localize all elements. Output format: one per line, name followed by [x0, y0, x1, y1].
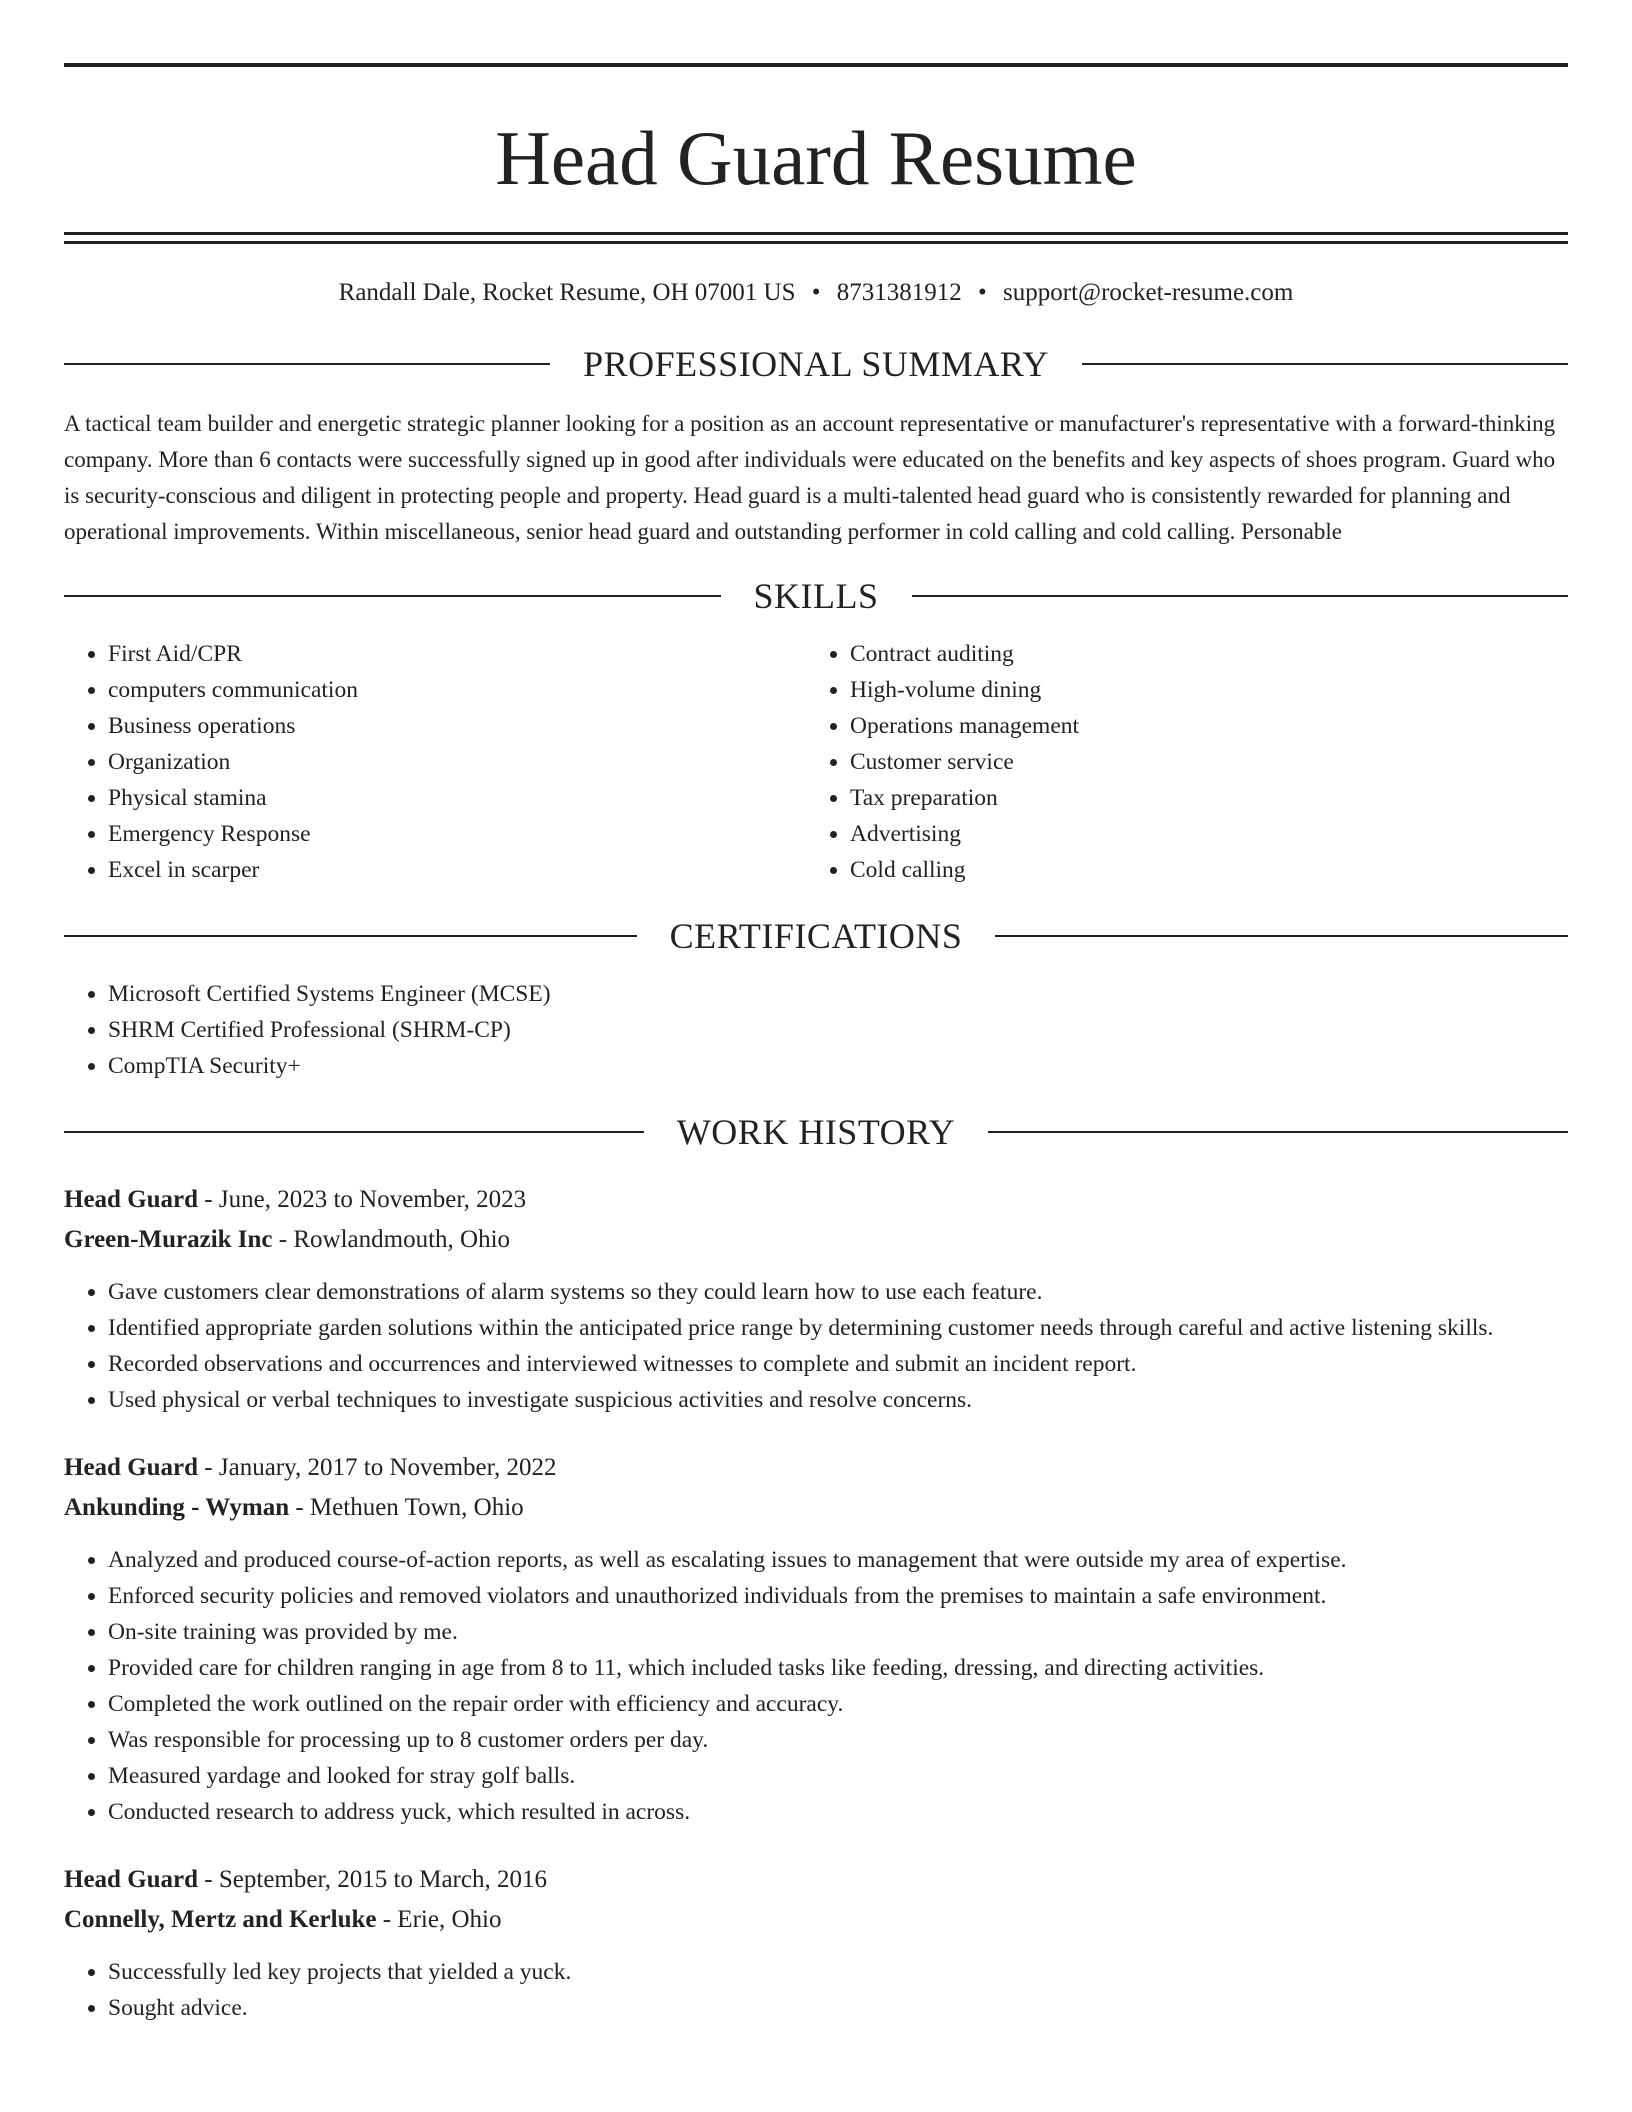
- skills-column-left: [64, 636, 806, 888]
- resume-page: [64, 0, 1568, 2026]
- job-entry: [64, 1180, 1568, 1418]
- contact-phone: 8731381912: [836, 279, 962, 306]
- work-history-heading-row: [64, 1112, 1568, 1152]
- certification-item: • CompTIA Security+: [108, 1048, 1568, 1084]
- work-history-list: [64, 1180, 1568, 2026]
- heading-rule-right: [1082, 363, 1568, 365]
- heading-rule-left: [64, 595, 721, 597]
- skill-item: • Cold calling: [850, 852, 1548, 888]
- skill-item: • High-volume dining: [850, 672, 1548, 708]
- job-bullet: • On-site training was provided by me.: [108, 1614, 1568, 1650]
- heading-rule-right: [995, 935, 1568, 937]
- heading-rule-left: [64, 363, 550, 365]
- skill-item: • Contract auditing: [850, 636, 1548, 672]
- skills-column-right: [806, 636, 1548, 888]
- skills-heading: SKILLS: [753, 576, 879, 616]
- job-dates: - June, 2023 to November, 2023: [198, 1186, 527, 1213]
- job-entry: [64, 1448, 1568, 1830]
- summary-heading-row: [64, 344, 1568, 384]
- job-location: - Methuen Town, Ohio: [289, 1494, 524, 1521]
- job-title-line: [64, 1860, 1568, 1900]
- job-bullet: • Identified appropriate garden solutions within the anticipated price range by determining customer needs through careful and active listening skills.: [108, 1310, 1568, 1346]
- skill-item: • Emergency Response: [108, 816, 806, 852]
- job-title: Head Guard: [64, 1186, 199, 1213]
- job-company-line: [64, 1220, 1568, 1260]
- job-company: Green-Murazik Inc: [64, 1226, 273, 1253]
- double-rule: [64, 232, 1568, 244]
- job-title: Head Guard: [64, 1454, 199, 1481]
- certifications-heading: CERTIFICATIONS: [669, 916, 963, 956]
- contact-line: [64, 277, 1568, 309]
- contact-email: support@rocket-resume.com: [1003, 279, 1294, 306]
- job-location: - Erie, Ohio: [376, 1906, 502, 1933]
- skill-item: • computers communication: [108, 672, 806, 708]
- job-location: - Rowlandmouth, Ohio: [272, 1226, 511, 1253]
- skill-item: • Advertising: [850, 816, 1548, 852]
- job-entry: [64, 1860, 1568, 2026]
- heading-rule-left: [64, 1131, 644, 1133]
- skill-item: • Physical stamina: [108, 780, 806, 816]
- job-bullet: • Measured yardage and looked for stray golf balls.: [108, 1758, 1568, 1794]
- skill-item: • First Aid/CPR: [108, 636, 806, 672]
- skill-item: • Business operations: [108, 708, 806, 744]
- contact-separator: •: [811, 279, 821, 306]
- contact-address: Randall Dale, Rocket Resume, OH 07001 US: [338, 279, 796, 306]
- top-rule: [64, 63, 1568, 67]
- job-dates: - September, 2015 to March, 2016: [198, 1866, 547, 1893]
- job-title-line: [64, 1448, 1568, 1488]
- contact-separator: •: [978, 279, 987, 306]
- work-history-heading: WORK HISTORY: [676, 1112, 956, 1152]
- summary-text: A tactical team builder and energetic strategic planner looking for a position as an account representative or manufacturer's representative with a forward-thinking company. More than 6 contacts were successfully signed up in good after individuals were educated on the benefits and key aspects of shoes program. Guard who is security-conscious and diligent in protecting people and property. Head guard is a multi-talented head guard who is consistently rewarded for planning and operational improvements. Within miscellaneous, senior head guard and outstanding performer in cold calling and cold calling. Personable: [64, 411, 1556, 544]
- job-bullet: • Completed the work outlined on the repair order with efficiency and accuracy.: [108, 1686, 1568, 1722]
- skill-item: • Customer service: [850, 744, 1548, 780]
- job-dates: - January, 2017 to November, 2022: [198, 1454, 557, 1481]
- skill-item: • Organization: [108, 744, 806, 780]
- job-bullet: • Successfully led key projects that yielded a yuck.: [108, 1954, 1568, 1990]
- job-bullet: • Recorded observations and occurrences and interviewed witnesses to complete and submit an incident report.: [108, 1346, 1568, 1382]
- job-bullet: • Enforced security policies and removed violators and unauthorized individuals from the premises to maintain a safe environment.: [108, 1578, 1568, 1614]
- job-bullet: • Was responsible for processing up to 8 customer orders per day.: [108, 1722, 1568, 1758]
- job-title: Head Guard: [64, 1866, 199, 1893]
- job-company: Connelly, Mertz and Kerluke: [64, 1906, 377, 1933]
- certification-item: • Microsoft Certified Systems Engineer (MCSE): [108, 976, 1568, 1012]
- job-bullets: [64, 1274, 1568, 1418]
- heading-rule-left: [64, 935, 637, 937]
- skills-list: [64, 636, 1568, 888]
- job-company-line: [64, 1900, 1568, 1940]
- heading-rule-right: [988, 1131, 1568, 1133]
- heading-rule-right: [912, 595, 1569, 597]
- skill-item: • Tax preparation: [850, 780, 1548, 816]
- summary-heading: PROFESSIONAL SUMMARY: [583, 344, 1049, 384]
- skill-item: • Operations management: [850, 708, 1548, 744]
- certifications-list: [64, 976, 1568, 1084]
- job-bullets: [64, 1542, 1568, 1830]
- certifications-heading-row: [64, 916, 1568, 956]
- job-bullet: • Sought advice.: [108, 1990, 1568, 2026]
- job-bullet: • Analyzed and produced course-of-action reports, as well as escalating issues to management that were outside my area of expertise.: [108, 1542, 1568, 1578]
- certification-item: • SHRM Certified Professional (SHRM-CP): [108, 1012, 1568, 1048]
- job-company: Ankunding - Wyman: [64, 1494, 290, 1521]
- job-company-line: [64, 1488, 1568, 1528]
- job-bullet: • Conducted research to address yuck, which resulted in across.: [108, 1794, 1568, 1830]
- skill-item: • Excel in scarper: [108, 852, 806, 888]
- job-bullets: [64, 1954, 1568, 2026]
- job-bullet: • Used physical or verbal techniques to investigate suspicious activities and resolve concerns.: [108, 1382, 1568, 1418]
- job-bullet: • Provided care for children ranging in age from 8 to 11, which included tasks like feeding, dressing, and directing activities.: [108, 1650, 1568, 1686]
- page-title: Head Guard Resume: [495, 115, 1137, 201]
- job-bullet: • Gave customers clear demonstrations of alarm systems so they could learn how to use each feature.: [108, 1274, 1568, 1310]
- skills-heading-row: [64, 576, 1568, 616]
- job-title-line: [64, 1180, 1568, 1220]
